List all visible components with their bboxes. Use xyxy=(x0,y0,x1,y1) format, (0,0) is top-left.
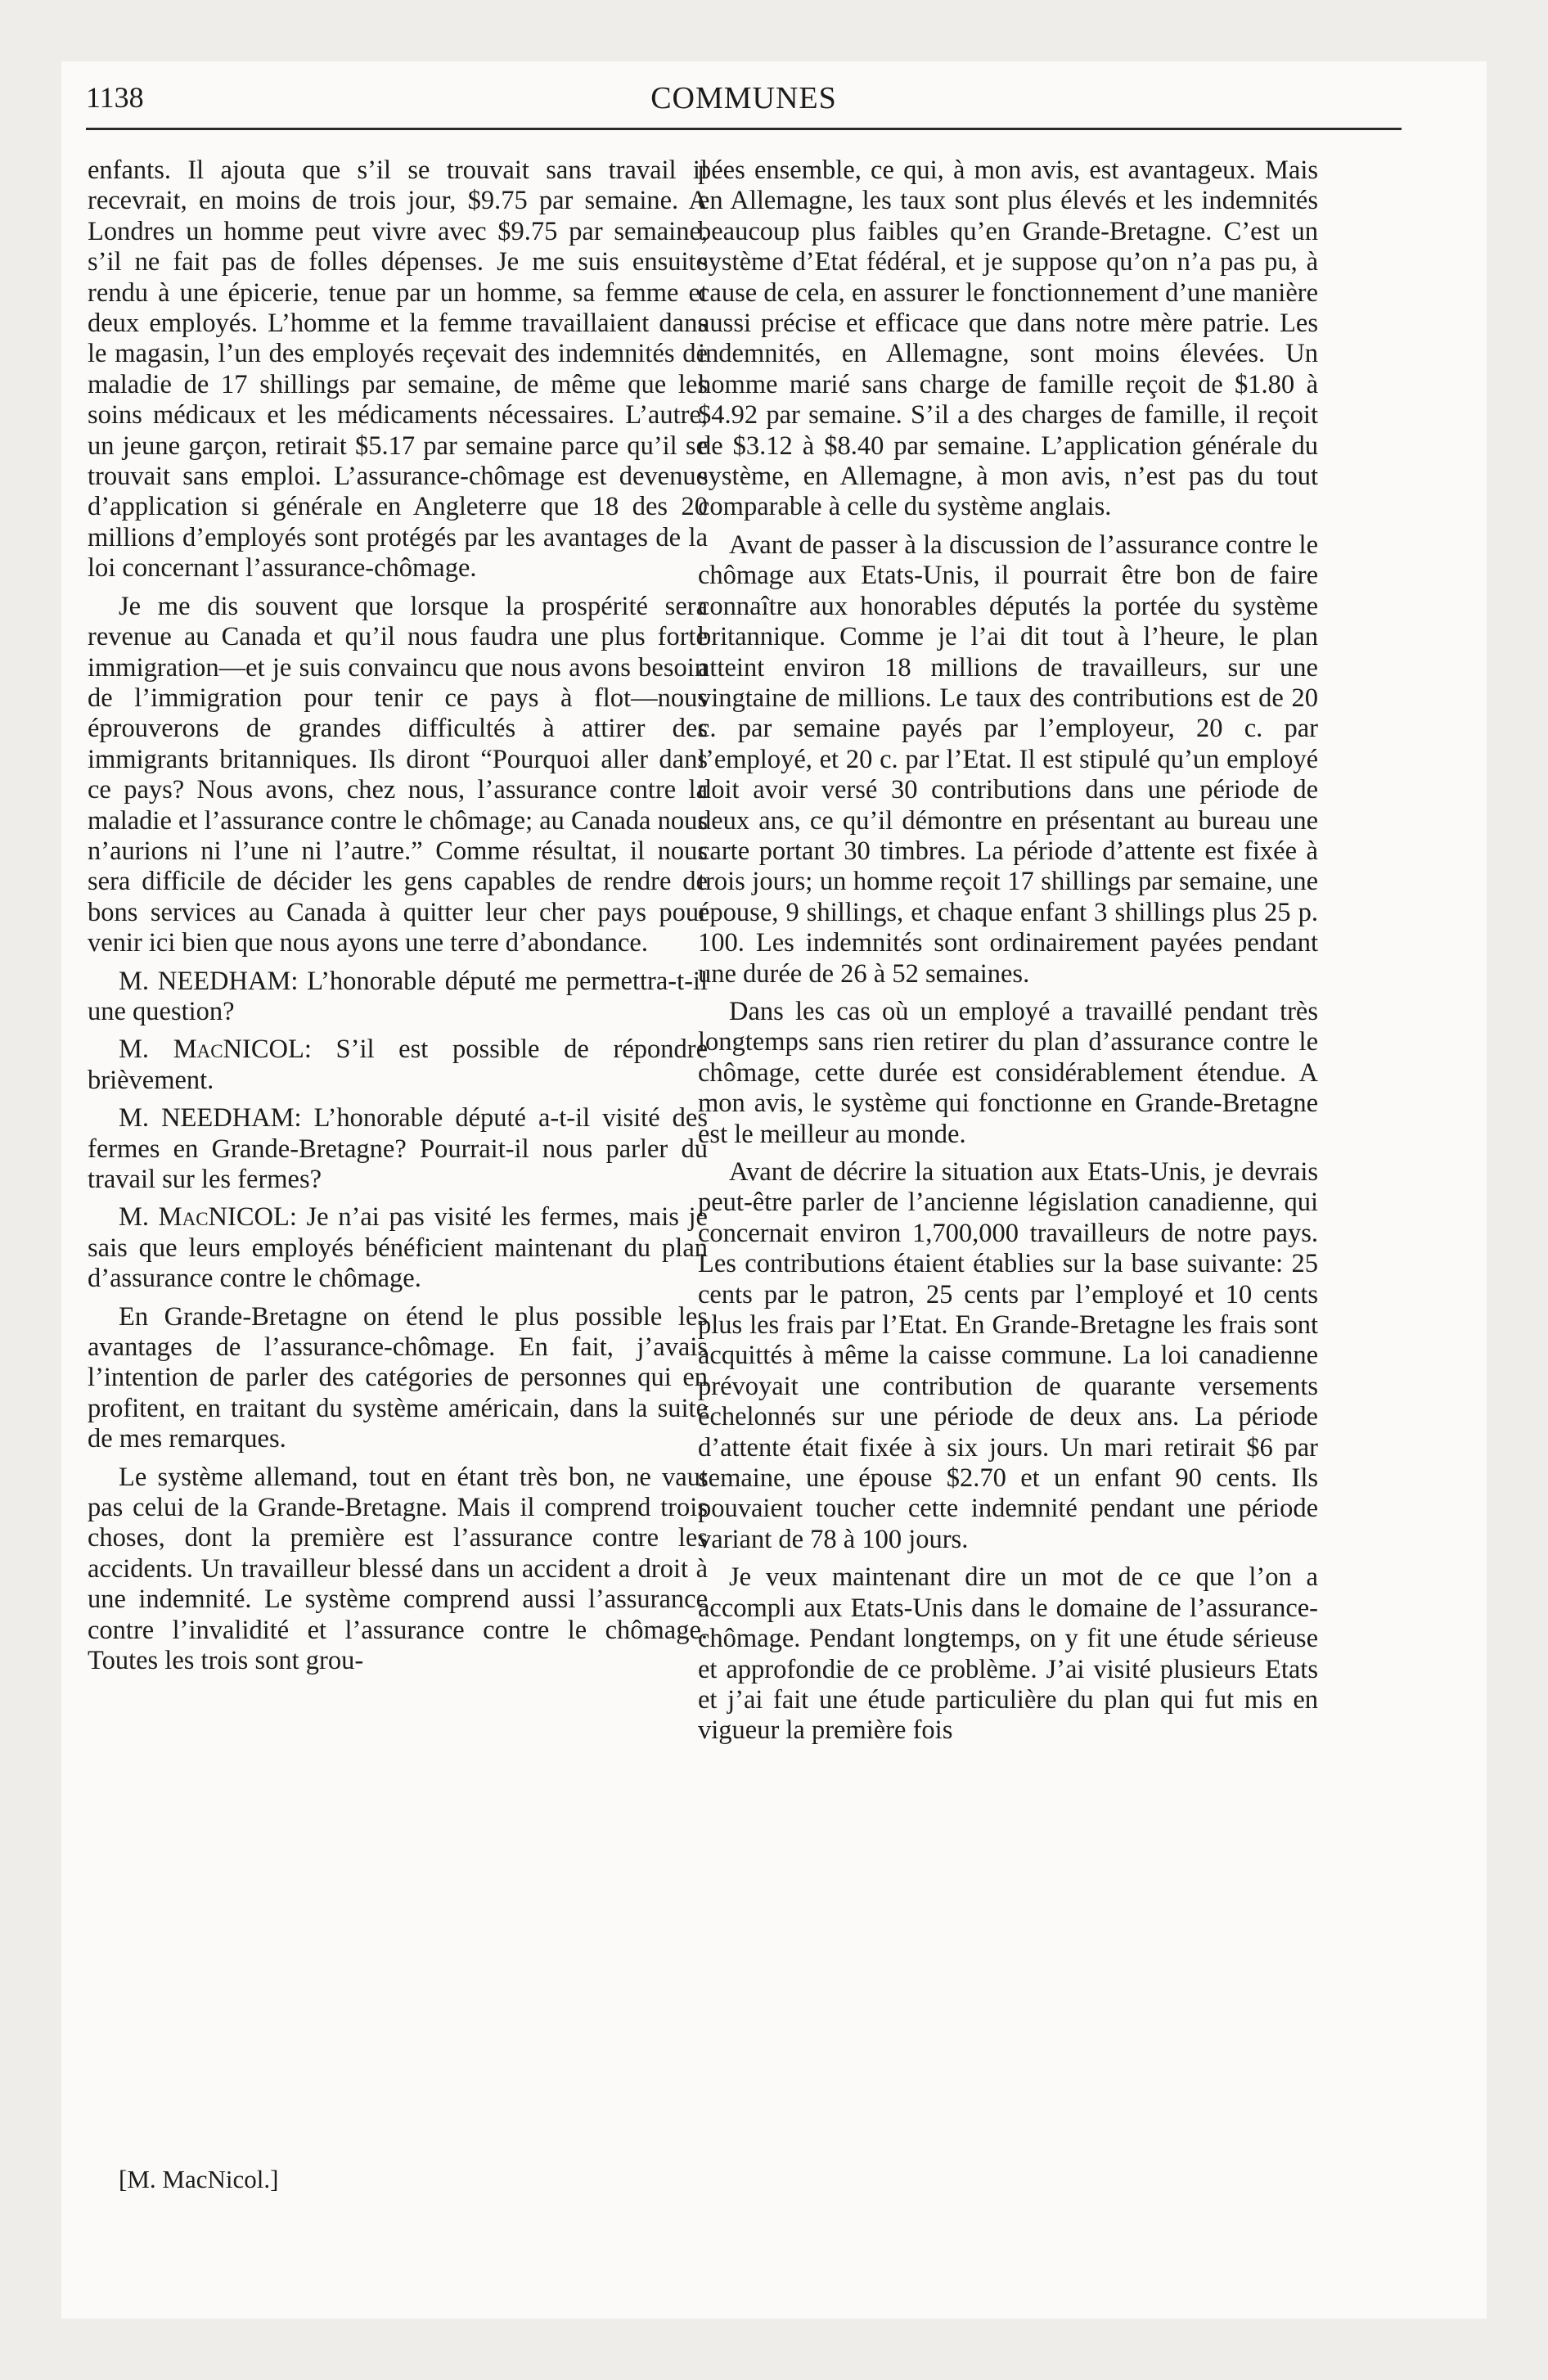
paragraph: enfants. Il ajouta que s’il se trouvait sans travail il recevrait, en moins de trois jour, $9.75 par semaine. A Londres un homme peut vivre avec $9.75 par semaine, s’il ne fait pas de folles dépenses. Je me suis ensuite rendu à une épicerie, tenue par un homme, sa femme et deux employés. L’homme et la femme travaillaient dans le magasin, l’un des employés reçevait des indemnités de maladie de 17 shillings par semaine, de même que les soins médicaux et les médicaments nécessaires. L’autre, un jeune garçon, retirait $5.17 par semaine parce qu’il se trouvait sans emploi. L’assurance-chômage est devenue d’application si générale en Angleterre que 18 des 20 millions d’employés sont protégés par les avantages de la loi concernant l’assurance-chômage. xyxy=(88,156,708,584)
paragraph: Avant de passer à la discussion de l’assurance contre le chômage aux Etats-Unis, il pourrait être bon de faire connaître aux honorables députés la portée du système britannique. Comme je l’ai dit tout à l’heure, le plan atteint environ 18 millions de travailleurs, sur une vingtaine de millions. Le taux des contributions est de 20 c. par semaine payés par l’employeur, 20 c. par l’employé, et 20 c. par l’Etat. Il est stipulé qu’un employé doit avoir versé 30 contributions dans une période de deux ans, ce qu’il démontre en présentant au bureau une carte portant 30 timbres. La période d’attente est fixée à trois jours; un homme reçoit 17 shillings par semaine, une épouse, 9 shillings, et chaque enfant 3 shillings plus 25 p. 100. Les indemnités sont ordinairement payées pendant une durée de 26 à 52 semaines. xyxy=(698,530,1318,989)
paragraph xyxy=(88,1034,708,1096)
speaker-name: M. MacNICOL: xyxy=(119,1034,312,1065)
speech-text: L’honorable député me permettra-t-il une question? xyxy=(88,966,708,1026)
paragraph: En Grande-Bretagne on étend le plus possible les avantages de l’assurance-chômage. En fait, j’avais l’intention de parler des catégories de personnes qui en profitent, en traitant du système américain, dans la suite de mes remarques. xyxy=(88,1301,708,1454)
paragraph xyxy=(88,1202,708,1294)
paragraph: Avant de décrire la situation aux Etats-Unis, je devrais peut-être parler de l’ancienne législation canadienne, qui concernait environ 1,700,000 travailleurs de notre pays. Les contributions étaient établies sur la base suivante: 25 cents par le patron, 25 cents par l’employé et 10 cents plus les frais par l’Etat. En Grande-Bretagne les frais sont acquittés à même la caisse commune. La loi canadienne prévoyait une contribution de quarante versements échelonnés sur une période de deux ans. La période d’attente était fixée à six jours. Un mari retirait $6 par semaine, une épouse $2.70 et un enfant 90 cents. Ils pouvaient toucher cette indemnité pendant une période variant de 78 à 100 jours. xyxy=(698,1157,1318,1554)
page-header xyxy=(86,80,1402,129)
speaker-signature: [M. MacNicol.] xyxy=(119,2165,279,2193)
speech-text: Je n’ai pas visité les fermes, mais je sais que leurs employés bénéficient maintenant du plan d’assurance contre le chômage. xyxy=(88,1202,708,1294)
paragraph: Je veux maintenant dire un mot de ce que l’on a accompli aux Etats-Unis dans le domaine de l’assurance-chômage. Pendant longtemps, on y fit une étude sérieuse et approfondie de ce problème. J’ai visité plusieurs Etats et j’ai fait une étude particulière du plan qui fut mis en vigueur la première fois xyxy=(698,1562,1318,1746)
paragraph xyxy=(88,967,708,1028)
speaker-name: M. NEEDHAM: xyxy=(119,966,299,996)
right-column xyxy=(698,156,1318,1754)
left-column xyxy=(88,156,708,1684)
speech-text: L’honorable député a-t-il visité des fermes en Grande-Bretagne? Pourrait-il nous parler du travail sur les fermes? xyxy=(88,1103,708,1194)
paragraph: Dans les cas où un employé a travaillé pendant très longtemps sans rien retirer du plan d’assurance contre le chômage, cette durée est considérablement étendue. A mon avis, le système qui fonctionne en Grande-Bretagne est le meilleur au monde. xyxy=(698,996,1318,1149)
paragraph: Je me dis souvent que lorsque la prospérité sera revenue au Canada et qu’il nous faudra une plus forte immigration—et je suis convaincu que nous avons besoin de l’immigration pour tenir ce pays à flot—nous éprouverons de grandes difficultés à attirer des immigrants britanniques. Ils diront “Pourquoi aller dans ce pays? Nous avons, chez nous, l’assurance contre la maladie et l’assurance contre le chômage; au Canada nous n’aurions ni l’une ni l’autre.” Comme résultat, il nous sera difficile de décider les gens capables de rendre de bons services au Canada à quitter leur cher pays pour venir ici bien que nous ayons une terre d’abondance. xyxy=(88,591,709,958)
paragraph: pées ensemble, ce qui, à mon avis, est avantageux. Mais en Allemagne, les taux sont plus élevés et les indemnités beaucoup plus faibles qu’en Grande-Bretagne. C’est un système d’Etat fédéral, et je suppose qu’on n’a pas pu, à cause de cela, en assurer le fonctionnement d’une manière aussi précise et efficace que dans notre mère patrie. Les indemnités, en Allemagne, sont moins élevées. Un homme marié sans charge de famille reçoit de $1.80 à $4.92 par semaine. S’il a des charges de famille, il reçoit de $3.12 à $8.40 par semaine. L’application générale du système, en Allemagne, à mon avis, n’est pas du tout comparable à celle du système anglais. xyxy=(698,156,1318,522)
speaker-name: M. MacNICOL: xyxy=(119,1202,297,1233)
speech-text: S’il est possible de répondre brièvement. xyxy=(88,1034,708,1095)
header-rule xyxy=(86,128,1402,130)
speaker-name: M. NEEDHAM: xyxy=(119,1103,302,1134)
paragraph: Le système allemand, tout en étant très bon, ne vaut pas celui de la Grande-Bretagne. Mais il comprend trois choses, dont la première est l’assurance contre les accidents. Un travailleur blessé dans un accident a droit à une indemnité. Le système comprend aussi l’assurance contre l’invalidité et l’assurance contre le chômage. Toutes les trois sont grou- xyxy=(88,1462,708,1676)
paragraph xyxy=(88,1103,708,1195)
running-title: COMMUNES xyxy=(650,81,837,115)
page-number: 1138 xyxy=(86,81,144,114)
